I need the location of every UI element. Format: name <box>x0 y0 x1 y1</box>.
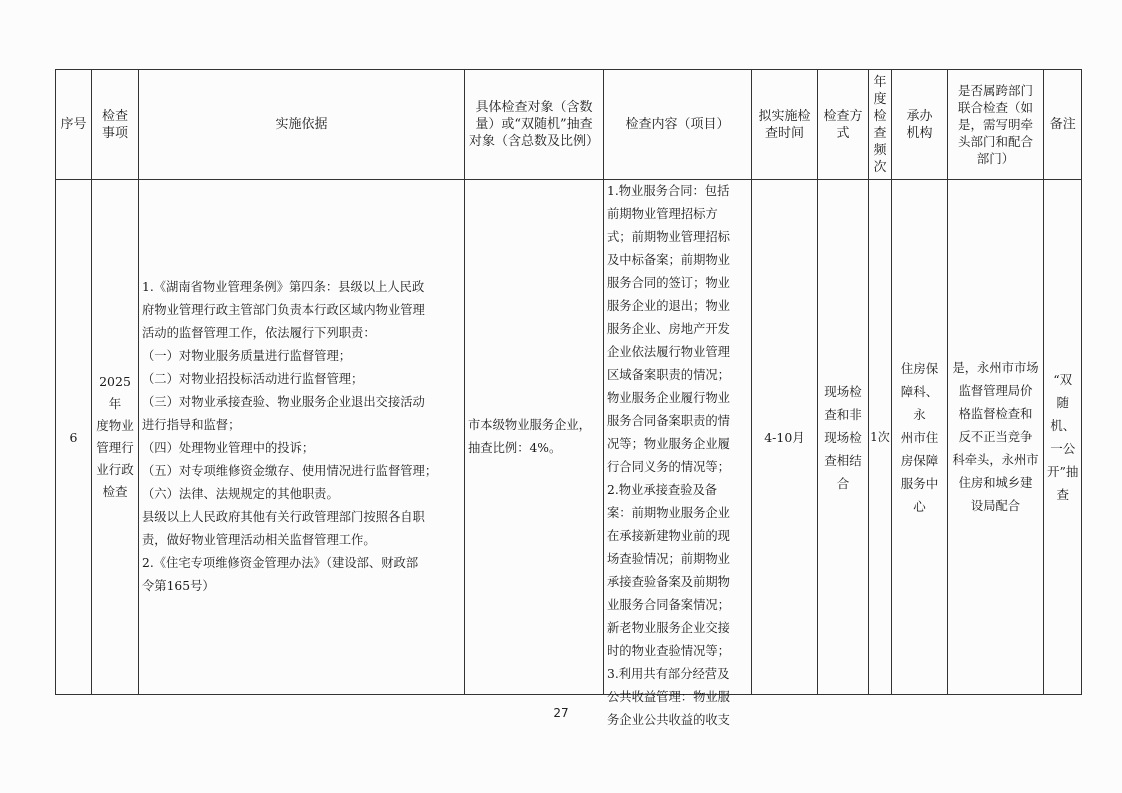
table-row <box>56 180 1082 695</box>
cell-basis <box>139 180 465 695</box>
page-number: 27 <box>553 706 569 720</box>
basis-line: （五）对专项维修资金缴存、使用情况进行监督管理； <box>142 464 438 478</box>
basis-line: （二）对物业招投标活动进行监督管理； <box>142 372 364 386</box>
basis-line: 进行指导和监督； <box>142 418 241 432</box>
basis-line: （一）对物业服务质量进行监督管理； <box>142 349 352 363</box>
header-basis: 实施依据 <box>139 70 465 180</box>
content-line: 行合同义务的情况等； <box>607 460 730 474</box>
basis-line: 责，做好物业管理活动相关监督管理工作。 <box>142 533 376 547</box>
header-content: 检查内容（项目） <box>604 70 752 180</box>
content-line: 区域备案职责的情况； <box>607 368 730 382</box>
content-line: 物业服务企业履行物业 <box>607 391 730 405</box>
content-line: 在承接新建物业前的现 <box>607 529 730 543</box>
basis-line: 2.《住宅专项维修资金管理办法》（建设部、财政部 <box>142 556 419 570</box>
content-line: 案：前期物业服务企业 <box>607 506 730 520</box>
content-line: 1.物业服务合同：包括 <box>607 184 730 198</box>
content-line: 企业依法履行物业管理 <box>607 345 730 359</box>
cell-item: 2025年 度物业 管理行 业行政 检查 <box>92 180 139 695</box>
cell-joint: 是，永州市市场 监督管理局价 格监督检查和 反不正当竞争 科牵头，永州市 住房和城乡建 设局配合 <box>948 180 1044 695</box>
cell-time: 4-10月 <box>752 180 818 695</box>
content-line: 2.物业承接查验及备 <box>607 483 718 497</box>
content-line: 业服务合同备案情况； <box>607 598 730 612</box>
content-line: 务企业公共收益的收支 <box>607 713 730 727</box>
header-joint: 是否属跨部门 联合检查（如 是，需写明牵 头部门和配合 部门） <box>948 70 1044 180</box>
header-seq: 序号 <box>56 70 92 180</box>
basis-line: （四）处理物业管理中的投诉； <box>142 441 315 455</box>
header-row <box>56 70 1082 180</box>
content-line: 服务企业、房地产开发 <box>607 322 730 336</box>
basis-line: 1.《湖南省物业管理条例》第四条：县级以上人民政 <box>142 280 425 294</box>
content-line: 服务合同的签订；物业 <box>607 276 730 290</box>
cell-seq: 6 <box>56 180 92 695</box>
content-text <box>607 180 748 727</box>
basis-line: 活动的监督管理工作，依法履行下列职责： <box>142 326 376 340</box>
content-line: 前期物业管理招标方 <box>607 207 718 221</box>
content-line: 时的物业查验情况等； <box>607 644 730 658</box>
content-line: 况等；物业服务企业履 <box>607 437 730 451</box>
header-agency: 承办 机构 <box>892 70 948 180</box>
cell-method: 现场检 查和非 现场检 查相结 合 <box>818 180 869 695</box>
content-line: 新老物业服务企业交接 <box>607 621 730 635</box>
content-line: 及中标备案；前期物业 <box>607 253 730 267</box>
header-method: 检查方 式 <box>818 70 869 180</box>
cell-frequency: 1次 <box>869 180 892 695</box>
basis-line: 府物业管理行政主管部门负责本行政区域内物业管理 <box>142 303 425 317</box>
header-frequency: 年 度 检 查 频 次 <box>869 70 892 180</box>
cell-content <box>604 180 752 727</box>
header-time: 拟实施检 查时间 <box>752 70 818 180</box>
content-line: 服务企业的退出；物业 <box>607 299 730 313</box>
basis-text <box>142 276 461 598</box>
basis-line: 令第165号） <box>142 579 215 593</box>
content-line: 承接查验备案及前期物 <box>607 575 730 589</box>
cell-agency: 住房保 障科、永 州市住 房保障 服务中 心 <box>892 180 948 695</box>
cell-remark: “双 随机、 一公 开”抽 查 <box>1044 180 1082 695</box>
basis-line: （六）法律、法规规定的其他职责。 <box>142 487 339 501</box>
content-line: 3.利用共有部分经营及 <box>607 667 730 681</box>
content-line: 公共收益管理：物业服 <box>607 690 730 704</box>
header-item: 检查 事项 <box>92 70 139 180</box>
basis-line: （三）对物业承接查验、物业服务企业退出交接活动 <box>142 395 425 409</box>
cell-target: 市本级物业服务企业， 抽查比例：4%。 <box>465 180 604 695</box>
header-remark: 备注 <box>1044 70 1082 180</box>
basis-line: 县级以上人民政府其他有关行政管理部门按照各自职 <box>142 510 425 524</box>
content-line: 式；前期物业管理招标 <box>607 230 730 244</box>
header-target: 具体检查对象（含数 量）或“双随机”抽查 对象（含总数及比例） <box>465 70 604 180</box>
content-line: 场查验情况；前期物业 <box>607 552 730 566</box>
content-line: 服务合同备案职责的情 <box>607 414 730 428</box>
